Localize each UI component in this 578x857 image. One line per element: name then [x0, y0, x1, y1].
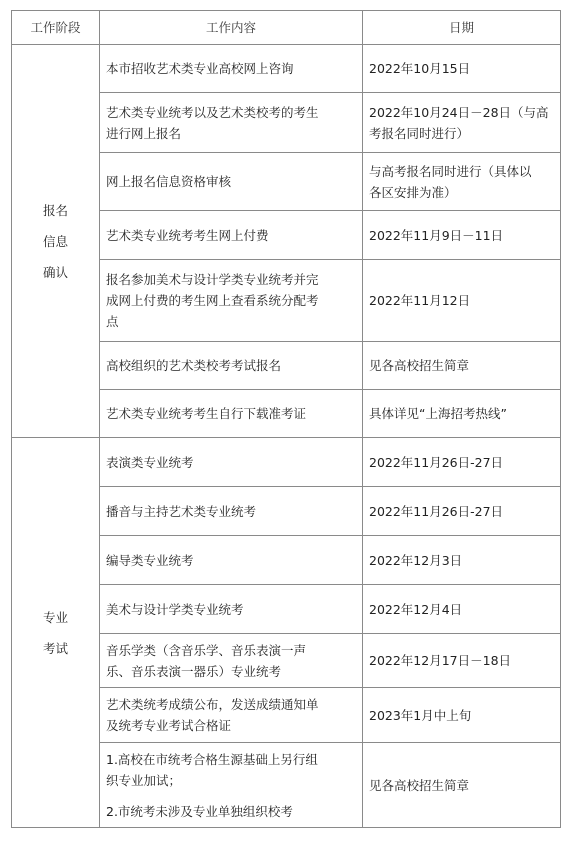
date-line: 2022年10月24日－28日（与高 — [369, 104, 549, 120]
date-cell — [363, 688, 561, 743]
date-cell — [363, 342, 561, 390]
date-line: 2022年10月15日 — [369, 61, 471, 76]
content-cell — [100, 390, 363, 438]
date-line: 2022年12月17日－18日 — [369, 653, 512, 668]
date-line: 各区安排为准） — [369, 184, 457, 200]
content-line: 编导类专业统考 — [106, 552, 194, 568]
content-line: 2.市统考未涉及专业单独组织校考 — [106, 803, 293, 819]
date-cell — [363, 390, 561, 438]
content-cell — [100, 585, 363, 634]
stage-label: 专业 — [42, 609, 68, 625]
table-body — [12, 45, 561, 828]
content-line: 艺术类专业统考考生自行下载准考证 — [106, 406, 307, 421]
content-cell — [100, 153, 363, 211]
date-line: 考报名同时进行） — [369, 125, 470, 141]
date-line: 2022年11月26日-27日 — [369, 503, 504, 519]
table-row — [12, 438, 561, 487]
date-line: 2022年12月3日 — [369, 552, 463, 568]
date-line: 2022年11月12日 — [369, 293, 471, 308]
content-line — [106, 791, 356, 801]
content-cell — [100, 211, 363, 260]
content-line: 及统考专业考试合格证 — [106, 718, 232, 733]
content-line: 美术与设计学类专业统考 — [106, 601, 244, 617]
header-date: 日期 — [363, 11, 561, 45]
content-line: 艺术类统考成绩公布，发送成绩通知单 — [106, 697, 319, 712]
date-cell — [363, 93, 561, 153]
date-cell — [363, 487, 561, 536]
header-stage: 工作阶段 — [12, 11, 100, 45]
content-cell — [100, 536, 363, 585]
stage-label: 报名 — [42, 202, 68, 218]
content-line: 本市招收艺术类专业高校网上咨询 — [106, 61, 294, 76]
date-line: 具体详见“上海招考热线” — [369, 406, 507, 421]
content-line: 乐、音乐表演一器乐）专业统考 — [106, 663, 282, 679]
content-line: 高校组织的艺术类校考考试报名 — [106, 358, 282, 373]
stage-cell — [12, 45, 100, 438]
date-cell — [363, 634, 561, 688]
date-line: 2022年11月26日-27日 — [369, 454, 504, 470]
content-cell — [100, 342, 363, 390]
schedule-table — [11, 10, 561, 828]
date-line: 见各高校招生简章 — [369, 777, 470, 793]
content-cell — [100, 438, 363, 487]
content-cell — [100, 93, 363, 153]
date-line: 2022年11月9日－11日 — [369, 227, 504, 243]
header-content: 工作内容 — [100, 11, 363, 45]
date-line: 与高考报名同时进行（具体以 — [369, 163, 532, 179]
content-line: 网上报名信息资格审核 — [106, 174, 232, 189]
date-cell — [363, 743, 561, 828]
content-cell — [100, 260, 363, 342]
date-cell — [363, 45, 561, 93]
stage-label: 确认 — [42, 264, 68, 280]
stage-label: 考试 — [42, 640, 68, 656]
content-line: 报名参加美术与设计学类专业统考并完 — [106, 272, 319, 287]
content-line: 点 — [106, 314, 119, 329]
date-cell — [363, 438, 561, 487]
content-line: 艺术类专业统考以及艺术类校考的考生 — [106, 104, 319, 120]
content-cell — [100, 688, 363, 743]
content-line: 播音与主持艺术类专业统考 — [106, 503, 257, 519]
date-cell — [363, 585, 561, 634]
date-cell — [363, 153, 561, 211]
date-cell — [363, 536, 561, 585]
content-line: 织专业加试； — [106, 772, 182, 788]
content-cell — [100, 743, 363, 828]
content-line: 成网上付费的考生网上查看系统分配考 — [106, 293, 319, 308]
date-cell — [363, 260, 561, 342]
content-line: 1.高校在市统考合格生源基础上另行组 — [106, 751, 318, 767]
content-line: 艺术类专业统考考生网上付费 — [106, 227, 269, 243]
content-line: 进行网上报名 — [106, 125, 182, 141]
content-cell — [100, 45, 363, 93]
date-line: 2022年12月4日 — [369, 601, 463, 617]
stage-label: 信息 — [42, 233, 68, 249]
content-line: 表演类专业统考 — [106, 454, 194, 470]
table-row — [12, 45, 561, 93]
date-cell — [363, 211, 561, 260]
content-line: 音乐学类（含音乐学、音乐表演一声 — [106, 642, 307, 658]
date-line: 2023年1月中上旬 — [369, 707, 472, 723]
stage-cell — [12, 438, 100, 828]
date-line: 见各高校招生简章 — [369, 358, 470, 373]
content-cell — [100, 634, 363, 688]
content-cell — [100, 487, 363, 536]
header-row — [12, 11, 561, 45]
